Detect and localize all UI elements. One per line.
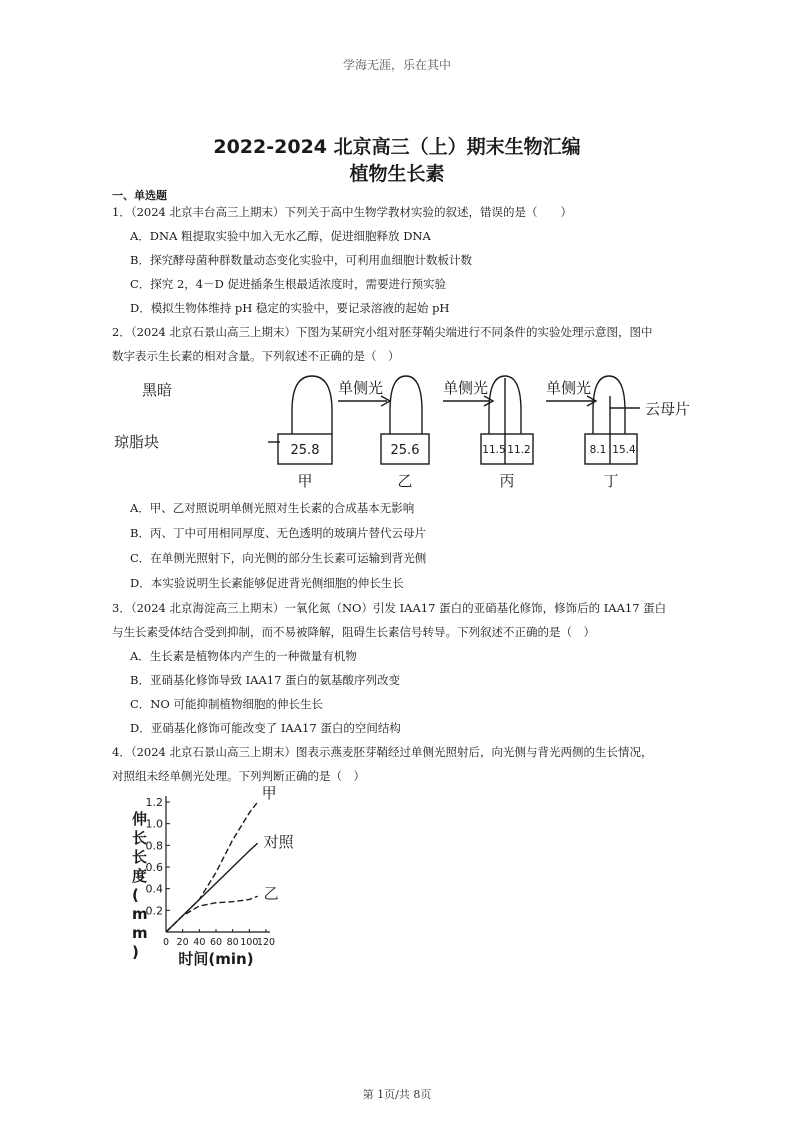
value-yi: 25.6: [390, 443, 420, 458]
question-2-option-b: B．丙、丁中可用相同厚度、无色透明的玻璃片替代云母片: [130, 526, 426, 540]
y-tick-label: 0.4: [145, 882, 163, 896]
value-ding-right: 15.4: [612, 444, 636, 456]
document-title: 2022-2024 北京高三（上）期末生物汇编: [213, 136, 581, 158]
value-bing-left: 11.5: [482, 444, 506, 456]
growth-line-chart: [110, 784, 310, 968]
section-heading: 一、单选题: [112, 189, 167, 202]
value-jia: 25.8: [290, 443, 320, 458]
question-3-option-a: A．生长素是植物体内产生的一种微量有机物: [130, 649, 357, 663]
question-3-stem-line-2: 与生长素受体结合受到抑制，而不易被降解，阻碍生长素信号转导。下列叙述不正确的是（ ）: [112, 625, 595, 639]
panel-label-jia: 甲: [297, 472, 313, 490]
x-tick-label: 80: [226, 937, 239, 948]
series-line-0: [166, 802, 258, 932]
question-2-stem-line-2: 数字表示生长素的相对含量。下列叙述不正确的是（ ）: [112, 349, 400, 363]
document-subtitle: 植物生长素: [349, 163, 445, 185]
question-3-stem-line-1: 3．（2024 北京海淀高三上期末）一氧化氮（NO）引发 IAA17 蛋白的亚硝基化修饰，修饰后的 IAA17 蛋白: [112, 601, 667, 615]
x-tick-label: 120: [256, 937, 276, 948]
label-mica: 云母片: [645, 400, 691, 418]
question-2-option-c: C．在单侧光照射下，向光侧的部分生长素可运输到背光侧: [130, 551, 427, 565]
question-1-option-d: D．模拟生物体维持 pH 稳定的实验中，要记录溶液的起始 pH: [130, 301, 450, 315]
question-3-option-b: B．亚硝基化修饰导致 IAA17 蛋白的氨基酸序列改变: [130, 673, 401, 687]
coleoptile-experiment-figure: [100, 368, 691, 493]
question-4-stem-line-1: 4．（2024 北京石景山高三上期末）图表示燕麦胚芽鞘经过单侧光照射后，向光侧与背光两侧的生长情况，: [112, 745, 653, 759]
series-label-1: 对照: [263, 833, 294, 852]
panel-label-yi: 乙: [397, 472, 413, 490]
question-1-stem: 1．（2024 北京丰台高三上期末）下列关于高中生物学教材实验的叙述，错误的是（ ）: [112, 205, 572, 219]
question-1-option-a: A．DNA 粗提取实验中加入无水乙醇，促进细胞释放 DNA: [130, 229, 431, 243]
y-tick-label: 1.2: [145, 796, 163, 809]
y-axis-label: 伸长长度( m m ): [132, 810, 148, 961]
page-header: 学海无涯，乐在其中: [342, 58, 451, 72]
question-3-option-d: D．亚硝基化修饰可能改变了 IAA17 蛋白的空间结构: [130, 721, 401, 735]
panel-label-ding: 丁: [603, 472, 619, 490]
page-footer: 第 1页/共 8页: [362, 1088, 432, 1101]
x-tick-label: 0: [162, 937, 170, 948]
question-2-option-a: A．甲、乙对照说明单侧光照对生长素的合成基本无影响: [130, 501, 415, 515]
question-3-option-c: C．NO 可能抑制植物细胞的伸长生长: [130, 697, 323, 711]
value-bing-right: 11.2: [507, 444, 531, 456]
question-1-option-c: C．探究 2，4－D 促进插条生根最适浓度时，需要进行预实验: [130, 277, 446, 291]
label-agar: 琼脂块: [114, 433, 160, 451]
series-label-2: 乙: [263, 884, 279, 903]
question-2-stem-line-1: 2．（2024 北京石景山高三上期末）下图为某研究小组对胚芽鞘尖端进行不同条件的实验处理示意图，图中: [112, 325, 653, 339]
x-axis-label: 时间(min): [178, 950, 254, 968]
label-light-bing: 单侧光: [443, 379, 489, 397]
y-tick-label: 1.0: [145, 817, 163, 831]
label-light-yi: 单侧光: [338, 379, 384, 397]
x-tick-label: 60: [209, 937, 223, 948]
question-1-option-b: B．探究酵母菌种群数量动态变化实验中，可利用血细胞计数板计数: [130, 253, 472, 267]
question-4-stem-line-2: 对照组未经单侧光处理。下列判断正确的是（ ）: [112, 769, 365, 783]
y-tick-label: 0.6: [145, 861, 163, 874]
series-line-2: [166, 896, 258, 932]
y-tick-label: 0.8: [145, 839, 163, 853]
y-tick-label: 0.2: [145, 904, 163, 918]
x-tick-label: 40: [193, 937, 206, 948]
label-dark: 黑暗: [142, 381, 173, 399]
label-light-ding: 单侧光: [546, 379, 592, 397]
series-label-0: 甲: [261, 784, 277, 802]
panel-label-bing: 丙: [499, 472, 515, 490]
value-ding-left: 8.1: [589, 444, 607, 456]
x-tick-label: 100: [240, 937, 259, 948]
question-2-option-d: D．本实验说明生长素能够促进背光侧细胞的伸长生长: [130, 576, 404, 590]
x-tick-label: 20: [176, 937, 189, 948]
